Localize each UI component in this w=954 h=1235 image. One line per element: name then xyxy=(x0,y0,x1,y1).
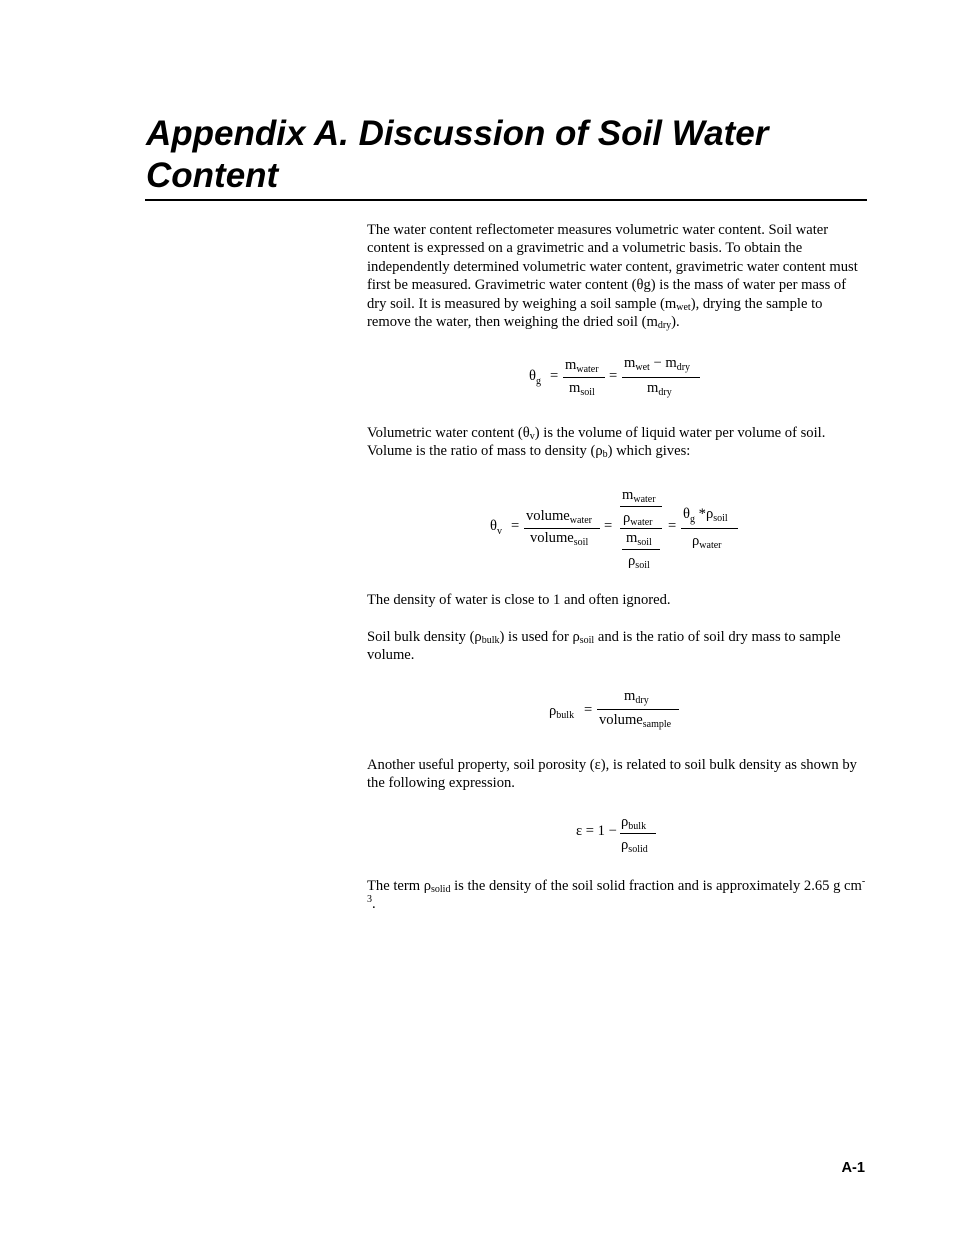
title-line-1: Appendix A. Discussion of Soil Water xyxy=(146,114,769,153)
paragraph-porosity: Another useful property, soil porosity (ε), is related to soil bulk density as shown by the following expression. xyxy=(367,757,857,792)
paragraph-water-density: The density of water is close to 1 and often ignored. xyxy=(367,592,671,608)
paragraph-volumetric: Volumetric water content $(\theta_v)$ is the volume of liquid water per volume of soil. Volume is the ratio of mass to density $(\rho_b)$ which gives: xyxy=(367,425,826,461)
title-line-2: Content xyxy=(146,156,279,195)
paragraph-gravimetric: The water content reflectometer measures volumetric water content. Soil water content is expressed on a gravimetric and a volumetric basis. To obtain the independently determined volumetric water content, gravimetric water content must first be measured. Gravimetric water content (θg) is the mass of water per mass of dry soil. It is measured by weighing a soil sample $(m_{wet})$, drying the sample to remove the water, then weighing the dried soil $(m_{dry})$. xyxy=(367,222,858,332)
page-number: A-1 xyxy=(841,1160,865,1176)
paragraph-solid-density: The term $\rho_{solid}$ is the density of the soil solid fraction and is approximately 2.65 g $cm^{-3}$. xyxy=(367,876,866,913)
paragraph-bulk-density: Soil bulk density $(\rho_{bulk})$ is used for $\rho_{soil}$ and is the ratio of soil dry mass to sample volume. xyxy=(367,629,841,664)
title-rule xyxy=(145,199,867,201)
page-title xyxy=(146,113,866,197)
